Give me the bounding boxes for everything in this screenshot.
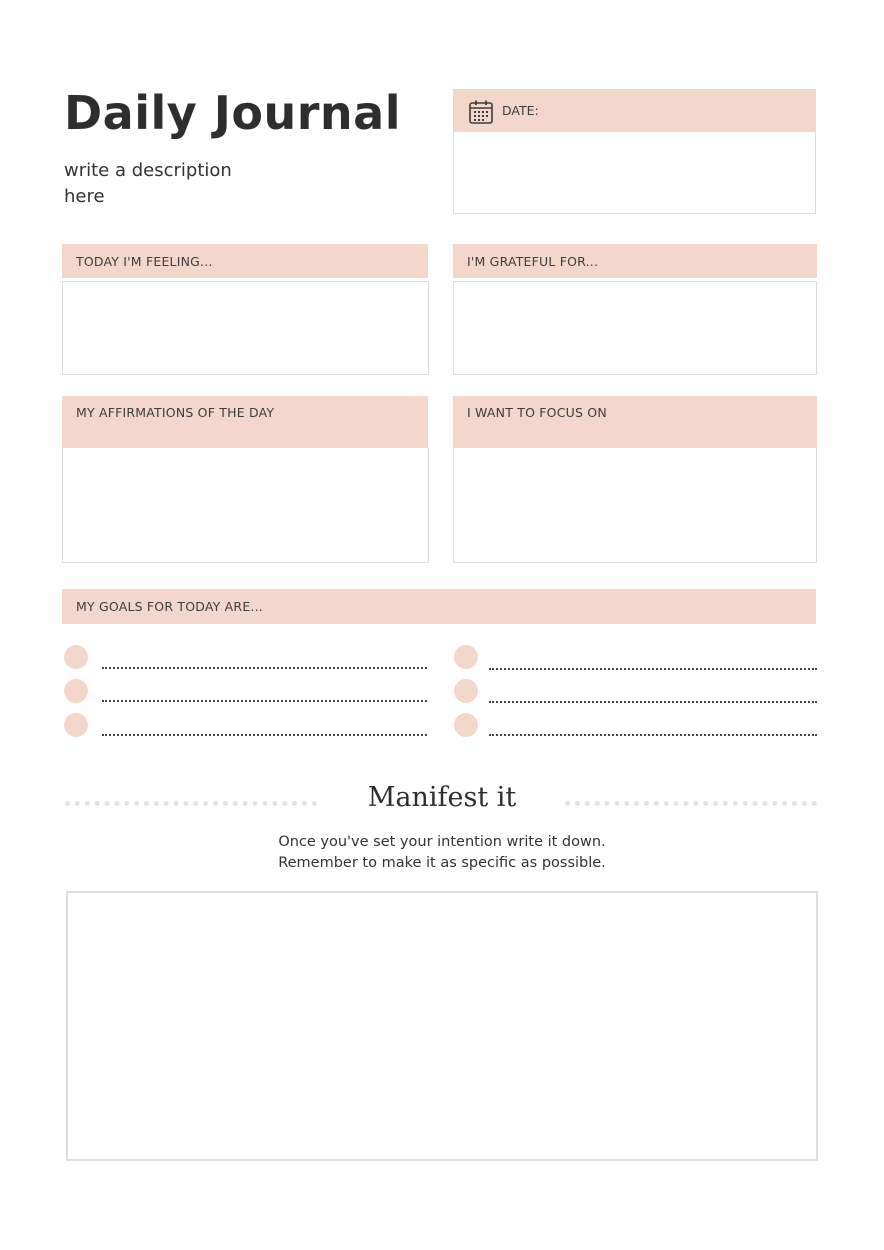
- goals-label: MY GOALS FOR TODAY ARE...: [76, 599, 263, 614]
- goal-line[interactable]: [102, 667, 427, 669]
- date-header: [454, 90, 815, 132]
- goal-line[interactable]: [489, 734, 817, 736]
- date-label: DATE:: [502, 103, 539, 118]
- goal-line[interactable]: [489, 701, 817, 703]
- focus-label: I WANT TO FOCUS ON: [467, 405, 607, 420]
- goal-line[interactable]: [489, 668, 817, 670]
- focus-header: [453, 396, 817, 448]
- affirmations-header: [62, 396, 428, 448]
- goal-bullet: [64, 713, 88, 737]
- feeling-header: [62, 244, 428, 278]
- goal-bullet: [64, 679, 88, 703]
- grateful-input[interactable]: [453, 281, 817, 375]
- feeling-input[interactable]: [62, 281, 429, 375]
- goal-bullet: [454, 679, 478, 703]
- manifest-instructions: [200, 832, 684, 874]
- manifest-line-1: Once you've set your intention write it down.: [278, 834, 606, 850]
- divider-left: [65, 801, 317, 806]
- focus-input[interactable]: [453, 448, 817, 563]
- goal-bullet: [454, 713, 478, 737]
- manifest-input[interactable]: [66, 891, 818, 1161]
- calendar-icon: [468, 99, 494, 125]
- affirmations-input[interactable]: [62, 448, 429, 563]
- manifest-title: Manifest it: [367, 782, 517, 813]
- date-box[interactable]: [453, 89, 816, 214]
- divider-right: [565, 801, 817, 806]
- page-description: write a description here: [64, 160, 232, 207]
- affirmations-label: MY AFFIRMATIONS OF THE DAY: [76, 405, 275, 420]
- manifest-line-2: Remember to make it as specific as possible.: [278, 855, 606, 871]
- grateful-label: I'M GRATEFUL FOR...: [467, 253, 599, 269]
- goal-bullet: [64, 645, 88, 669]
- goal-line[interactable]: [102, 700, 427, 702]
- feeling-label: TODAY I'M FEELING...: [76, 253, 213, 269]
- page-title: Daily Journal: [64, 86, 401, 140]
- goal-line[interactable]: [102, 734, 427, 736]
- goal-bullet: [454, 645, 478, 669]
- goals-header: [62, 589, 816, 624]
- grateful-header: [453, 244, 817, 278]
